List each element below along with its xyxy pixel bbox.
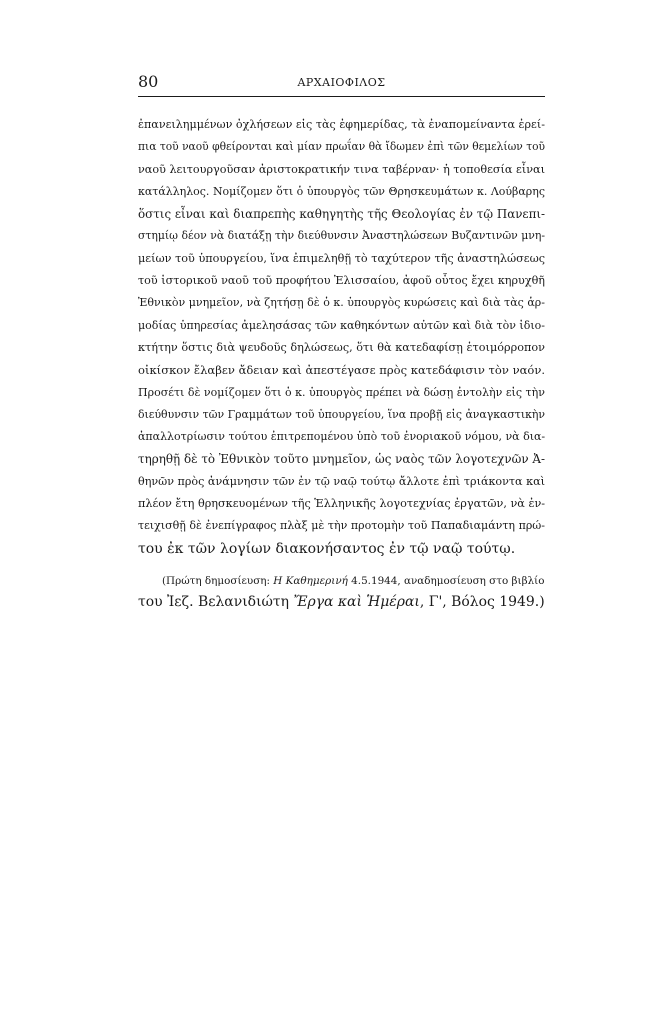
body-line: στημίῳ δέον νὰ διατάξῃ τὴν διεύθυνσιν Ἀναστηλώσεων Βυζαντινῶν μνη- [138, 229, 545, 243]
body-line: πια τοῦ ναοῦ φθείρονται καὶ μίαν πρωΐαν θὰ ἴδωμεν ἐπὶ τῶν θεμελίων τοῦ [138, 140, 545, 154]
body-line: Ἐθνικὸν μνημεῖον, νὰ ζητήσῃ δὲ ὁ κ. ὑπουργὸς κυρώσεις καὶ διὰ τὰς ἁρ- [138, 296, 545, 310]
header-rule [138, 96, 545, 97]
body-line: πλέον ἔτη θρησκευομένων τῆς Ἑλληνικῆς λογοτεχνίας ἐργατῶν, νὰ ἐν- [138, 497, 545, 511]
body-text [138, 114, 545, 560]
book-title: Ἔργα καὶ Ἡμέραι [293, 594, 420, 610]
body-line: οἰκίσκον ἔλαβεν ἄδειαν καὶ ἀπεστέγασε πρὸς κατεδάφισιν τὸν ναόν. [138, 363, 545, 378]
body-line: κατάλληλος. Νομίζομεν ὅτι ὁ ὑπουργὸς τῶν Θρησκευμάτων κ. Λούβαρης [138, 184, 545, 198]
newspaper-title: Η Καθημερινή [273, 575, 348, 587]
publication-note [138, 571, 545, 613]
body-line: μείων τοῦ ὑπουργείου, ἵνα ἐπιμεληθῇ τὸ ταχύτερον τῆς ἀναστηλώσεως [138, 251, 545, 265]
note-text: (Πρώτη δημοσίευση: [162, 575, 274, 587]
note-text: 4.5.1944, αναδημοσίευση στο βιβλίο [347, 575, 545, 587]
note-text: του Ἰεζ. Βελανιδιώτη [138, 594, 294, 610]
body-line: ναοῦ λειτουργοῦσαν ἀριστοκρατικήν τινα ταβέρναν· ἡ τοποθεσία εἶναι [138, 162, 545, 176]
page-header [138, 72, 545, 94]
body-line: τηρηθῇ δὲ τὸ Ἐθνικὸν τοῦτο μνημεῖον, ὡς ναὸς τῶν λογοτεχνῶν Ἀ- [138, 452, 545, 467]
body-line: μοδίας ὑπηρεσίας ἀμελησάσας τῶν καθηκόντων αὐτῶν καὶ διὰ τὸν ἰδιο- [138, 318, 545, 332]
body-line: του ἐκ τῶν λογίων διακονήσαντος ἐν τῷ ναῷ τούτῳ. [138, 540, 516, 557]
body-line: τοῦ ἱστορικοῦ ναοῦ τοῦ προφήτου Ἐλισσαίου, ἀφοῦ οὗτος ἔχει κηρυχθῆ [138, 274, 545, 288]
publication-note-line-1 [138, 571, 545, 592]
page-number: 80 [138, 72, 159, 91]
body-line: ἐπανειλημμένων ὀχλήσεων εἰς τὰς ἐφημερίδας, τὰ ἐναπομείναντα ἐρεί- [138, 118, 545, 131]
body-line: Προσέτι δὲ νομίζομεν ὅτι ὁ κ. ὑπουργὸς πρέπει νὰ δώσῃ ἐντολὴν εἰς τὴν [138, 385, 545, 399]
body-line: θηνῶν πρὸς ἀνάμνησιν τῶν ἐν τῷ ναῷ τούτῳ ἄλλοτε ἐπὶ τριάκοντα καὶ [138, 474, 545, 488]
note-text: , Γ', Βόλος 1949.) [419, 594, 545, 610]
publication-note-line-2 [138, 592, 545, 613]
body-line: ὅστις εἶναι καὶ διαπρεπὴς καθηγητὴς τῆς Θεολογίας ἐν τῷ Πανεπι- [138, 207, 545, 222]
body-line: τειχισθῇ δὲ ἐνεπίγραφος πλὰξ μὲ τὴν προτομὴν τοῦ Παπαδιαμάντη πρώ- [138, 519, 545, 533]
body-line: κτήτην ὅστις διὰ ψευδοῦς δηλώσεως, ὅτι θὰ κατεδαφίσῃ ἑτοιμόρροπον [138, 340, 545, 354]
body-line: ἀπαλλοτρίωσιν τούτου ἐπιτρεπομένου ὑπὸ τοῦ ἐνοριακοῦ νόμου, νὰ δια- [138, 430, 545, 444]
body-line: διεύθυνσιν τῶν Γραμμάτων τοῦ ὑπουργείου, ἵνα προβῇ εἰς ἀναγκαστικὴν [138, 407, 545, 421]
running-title: ΑΡΧΑΙΟΦΙΛΟΣ [297, 76, 386, 89]
